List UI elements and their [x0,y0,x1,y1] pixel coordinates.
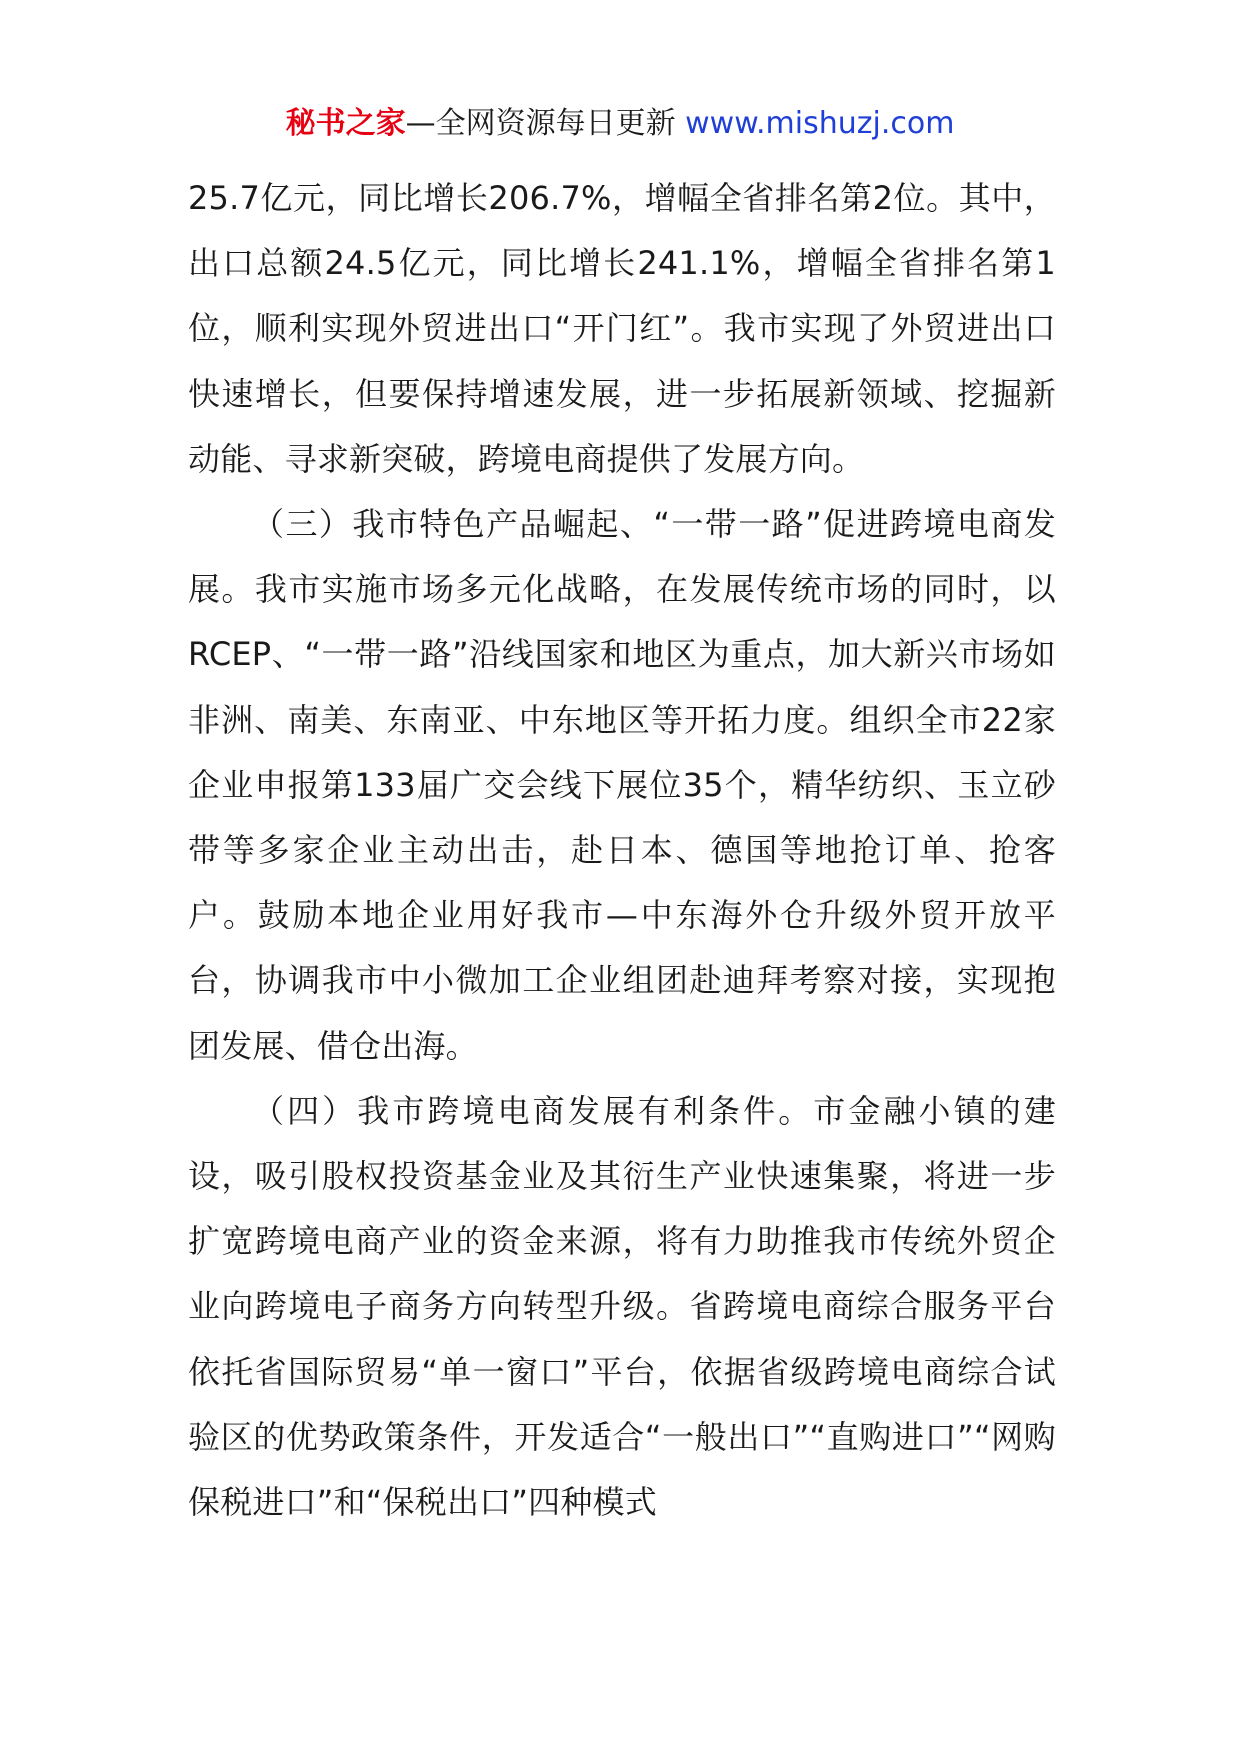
paragraph-section-four: （四）我市跨境电商发展有利条件。市金融小镇的建设，吸引股权投资基金业及其衍生产业快速集聚，将进一步扩宽跨境电商产业的资金来源，将有力助推我市传统外贸企业向跨境电子商务方向转型升级。省跨境电商综合服务平台依托省国际贸易“单一窗口”平台，依据省级跨境电商综合试验区的优势政策条件，开发适合“一般出口”“直购进口”“网购保税进口”和“保税出口”四种模式 [188,1091,1056,1522]
document-body [188,166,1056,1535]
paragraph-continuation: 25.7亿元，同比增长206.7%，增幅全省排名第2位。其中，出口总额24.5亿元，同比增长241.1%，增幅全省排名第1位，顺利实现外贸进出口“开门红”。我市实现了外贸进出口快速增长，但要保持增速发展，进一步拓展新领域、挖掘新动能、寻求新突破，跨境电商提供了发展方向。 [188,179,1056,478]
site-tagline: —全网资源每日更新 [405,106,676,141]
page-header [0,102,1240,146]
paragraph-section-three: （三）我市特色产品崛起、“一带一路”促进跨境电商发展。我市实施市场多元化战略，在发展传统市场的同时，以RCEP、“一带一路”沿线国家和地区为重点，加大新兴市场如非洲、南美、东南亚、中东地区等开拓力度。组织全市22家企业申报第133届广交会线下展位35个，精华纺织、玉立砂带等多家企业主动出击，赴日本、德国等地抢订单、抢客户。鼓励本地企业用好我市—中东海外仓升级外贸开放平台，协调我市中小微加工企业组团赴迪拜考察对接，实现抱团发展、借仓出海。 [188,505,1056,1065]
site-brand: 秘书之家 [285,106,406,141]
site-url-link[interactable]: www.mishuzj.com [685,106,955,141]
